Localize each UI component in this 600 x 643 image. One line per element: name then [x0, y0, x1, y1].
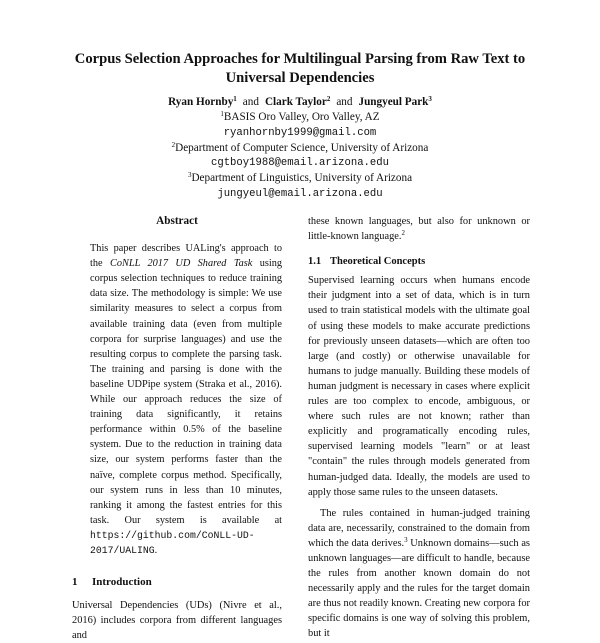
abstract-heading: Abstract [156, 215, 198, 227]
intro-paragraph: Universal Dependencies (UDs) (Nivre et al., 2016) includes corpora from different languages and [72, 600, 282, 642]
footnote-marker[interactable]: 3 [404, 535, 408, 544]
abstract-text: This paper describes UALing's approach to the [90, 243, 282, 270]
paragraph-text: these known languages, but also for unknown or little-known language. [308, 216, 530, 243]
paragraph-text: The rules contained in human-judged training data are, necessarily, constrained to the domain from which the data derives. [308, 507, 530, 549]
author-sup: 1 [233, 95, 237, 103]
body-paragraph [308, 506, 530, 642]
affiliation-sup: 2 [171, 140, 176, 149]
subsection-title: Theoretical Concepts [330, 256, 426, 268]
affiliation [60, 171, 540, 186]
subsection-number: 1.1 [308, 256, 322, 268]
left-column [72, 214, 282, 643]
body-paragraph: Supervised learning occurs when humans encode their judgment into a set of data, which is in turn used to train statistical models with the ultimate goal of using these models to make accurate predictions for previously unseen datasets—which are often too large (and costly) or otherwise unavailable for humans to judge manually. Building these models of human judgment is necessary in cases where explicit rules are too complex to encode, ambiguous, or where such rules are not known; rather than explicitly and programatically encoding rules, supervised learning models "learn" or at least "contain" the rules through models generated from human-judged data. Ideally, the models are used to apply those same rules to the unseen datasets. [308, 275, 530, 498]
author-name: Ryan Hornby [168, 96, 234, 108]
section-title: Introduction [92, 576, 152, 589]
affiliation-org: BASIS Oro Valley, Oro Valley, AZ [223, 111, 380, 124]
subsection-heading-theoretical-concepts [308, 254, 530, 269]
author-name: Jungyeul Park [358, 96, 429, 108]
affiliation-sup: 1 [220, 110, 224, 119]
affiliation-email[interactable]: jungyeul@email.arizona.edu [217, 187, 383, 200]
affiliation-org: Department of Linguistics, University of Arizona [191, 172, 413, 185]
abstract-text: . [154, 544, 158, 556]
affiliation [60, 141, 540, 156]
abstract-text: using corpus selection techniques to reduce training data size. The methodology is simple: We use similarity measures to select a corpus from available training data (even from multiple corpora for surprise languages) and use the resulting corpus to complete the parsing task. The training and parsing is done with the baseline UDPipe system (Straka et al., 2016). While our approach reduces the size of training data significantly, it retains performance within 0.5% of the baseline system. Due to the reduction in training data size, our system performs faster than the naïve, complete corpus method. Specifically, our system runs in less than 10 minutes, ranking it among the fastest entries for this task. Our system is available at [90, 258, 283, 526]
affiliation-email[interactable]: cgtboy1988@email.arizona.edu [210, 157, 389, 170]
affiliation [60, 110, 540, 125]
section-number: 1 [72, 576, 78, 589]
author-sup: 3 [428, 95, 432, 103]
author-list [60, 95, 540, 110]
author-sup: 2 [326, 95, 331, 103]
abstract-body [90, 241, 282, 558]
author-separator: and [336, 96, 353, 108]
paper-title: Corpus Selection Approaches for Multilingual Parsing from Raw Text to Universal Dependencies [74, 51, 526, 86]
shared-task-name: CoNLL 2017 UD Shared Task [109, 258, 253, 270]
github-link[interactable]: https://github.com/CoNLL-UD-2017/UALING [90, 529, 255, 556]
right-column [308, 214, 530, 642]
footnote-marker[interactable]: 2 [401, 229, 405, 238]
affiliation-org: Department of Computer Science, University of Arizona [175, 141, 429, 154]
section-heading-introduction [72, 575, 282, 590]
author-block [60, 95, 540, 202]
affiliation-email[interactable]: ryanhornby1999@gmail.com [223, 126, 377, 139]
paragraph-text: Unknown domains—such as unknown languages—are difficult to handle, because the rules from another known domain do not necessarily apply and the rules for the target domain are thus not readily known. Creating new corpora for specific domains is one way of solving this problem, but it [308, 537, 530, 640]
author-name: Clark Taylor [264, 96, 327, 108]
continuation-paragraph [308, 214, 530, 244]
author-separator: and [242, 96, 259, 108]
affiliation-sup: 3 [187, 171, 192, 180]
